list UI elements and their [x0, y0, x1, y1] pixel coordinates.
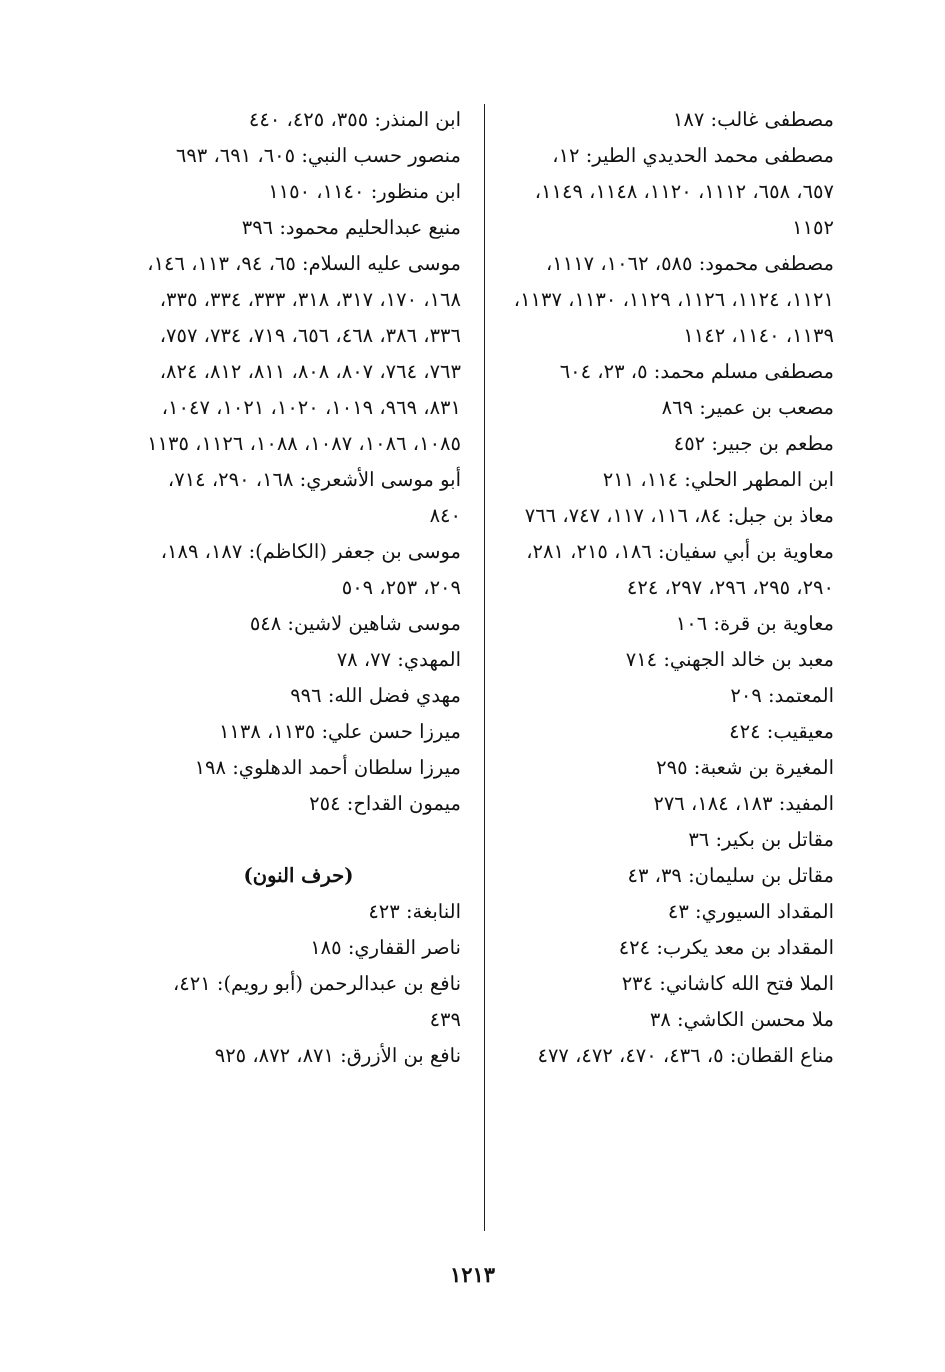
index-entry: المقداد السيوري: ٤٣ [667, 900, 834, 923]
index-entry: مقاتل بن بكير: ٣٦ [688, 828, 834, 851]
index-entry: معبد بن خالد الجهني: ٧١٤ [625, 648, 834, 671]
page-number: ١٢١٣ [449, 1262, 496, 1287]
index-entry: مهدي فضل الله: ٩٩٦ [290, 684, 461, 707]
index-entry: ناصر القفاري: ١٨٥ [310, 936, 461, 959]
index-entry: نافع بن الأزرق: ٨٧١، ٨٧٢، ٩٢٥ [214, 1044, 461, 1067]
index-entry: موسى بن جعفر (الكاظم): ١٨٧، ١٨٩، ٢٠٩، ٢٥٣، ٥٠٩ [160, 540, 461, 599]
index-entry: مصطفى محمد الحديدي الطير: ١٢، ٦٥٧، ٦٥٨، ١١١٢، ١١٢٠، ١١٤٨، ١١٤٩، ١١٥٢ [534, 144, 834, 239]
section-heading: (حرف النون) [243, 864, 354, 887]
index-entry: مصطفى غالب: ١٨٧ [672, 108, 834, 131]
index-entry: ملا محسن الكاشي: ٣٨ [649, 1008, 834, 1031]
right-column [509, 102, 834, 1074]
index-entry: مصطفى محمود: ٥٨٥، ١٠٦٢، ١١١٧، ١١٢١، ١١٢٤، ١١٢٦، ١١٢٩، ١١٣٠، ١١٣٧، ١١٣٩، ١١٤٠، ١١٤٢ [513, 252, 834, 347]
index-entry: أبو موسى الأشعري: ١٦٨، ٢٩٠، ٧١٤، ٨٤٠ [167, 468, 461, 527]
index-entry: معيقيب: ٤٢٤ [729, 720, 834, 743]
index-entry: ابن منظور: ١١٤٠، ١١٥٠ [268, 180, 461, 203]
column-divider [484, 104, 485, 1231]
index-entry: مقاتل بن سليمان: ٣٩، ٤٣ [627, 864, 834, 887]
index-entry: معاوية بن قرة: ١٠٦ [675, 612, 834, 635]
index-entry: موسى عليه السلام: ٦٥، ٩٤، ١١٣، ١٤٦، ١٦٨، ١٧٠، ٣١٧، ٣١٨، ٣٣٣، ٣٣٤، ٣٣٥، ٣٣٦، ٣٨٦، ٤٦٨، ٦٥٦، ٧١٩، ٧٣٤، ٧٥٧، ٧٦٣، ٧٦٤، ٨٠٧، ٨٠٨، ٨١١، ٨١٢، ٨٢٤، ٨٣١، ٩٦٩، ١٠١٩، ١٠٢٠، ١٠٢١، ١٠٤٧، ١٠٨٥، ١٠٨٦، ١٠٨٧، ١٠٨٨، ١١٢٦، ١١٣٥ [147, 252, 461, 455]
index-entry: منيع عبدالحليم محمود: ٣٩٦ [241, 216, 461, 239]
index-entry: مناع القطان: ٥، ٤٣٦، ٤٧٠، ٤٧٢، ٤٧٧ [537, 1044, 834, 1067]
index-entry: نافع بن عبدالرحمن (أبو رويم): ٤٢١، ٤٣٩ [172, 972, 461, 1031]
index-entry: المهدي: ٧٧، ٧٨ [336, 648, 461, 671]
index-entry: معاذ بن جبل: ٨٤، ١١٦، ١١٧، ٧٤٧، ٧٦٦ [524, 504, 834, 527]
index-entry: ابن المطهر الحلي: ١١٤، ٢١١ [602, 468, 834, 491]
index-entry: النابغة: ٤٢٣ [368, 900, 461, 923]
index-entry: ابن المنذر: ٣٥٥، ٤٢٥، ٤٤٠ [248, 108, 461, 131]
index-entry: ميرزا حسن علي: ١١٣٥، ١١٣٨ [218, 720, 461, 743]
index-entry: المفيد: ١٨٣، ١٨٤، ٢٧٦ [653, 792, 834, 815]
index-entry: مصعب بن عمير: ٨٦٩ [661, 396, 834, 419]
index-entry: المعتمد: ٢٠٩ [730, 684, 834, 707]
index-entry: مطعم بن جبير: ٤٥٢ [673, 432, 834, 455]
index-entry: ميرزا سلطان أحمد الدهلوي: ١٩٨ [194, 756, 461, 779]
index-entry: موسى شاهين لاشين: ٥٤٨ [249, 612, 461, 635]
left-column [136, 102, 461, 1074]
index-entry: ميمون القداح: ٢٥٤ [309, 792, 461, 815]
index-entry: الملا فتح الله كاشاني: ٢٣٤ [621, 972, 834, 995]
index-entry: المقداد بن معد يكرب: ٤٢٤ [618, 936, 834, 959]
left-column-entries-after [136, 894, 461, 1074]
index-entry: منصور حسب النبي: ٦٠٥، ٦٩١، ٦٩٣ [175, 144, 461, 167]
index-entry: مصطفى مسلم محمد: ٥، ٢٣، ٦٠٤ [559, 360, 834, 383]
index-entry: المغيرة بن شعبة: ٢٩٥ [656, 756, 834, 779]
left-column-entries [136, 102, 461, 822]
index-entry: معاوية بن أبي سفيان: ١٨٦، ٢١٥، ٢٨١، ٢٩٠، ٢٩٥، ٢٩٦، ٢٩٧، ٤٢٤ [526, 540, 834, 599]
